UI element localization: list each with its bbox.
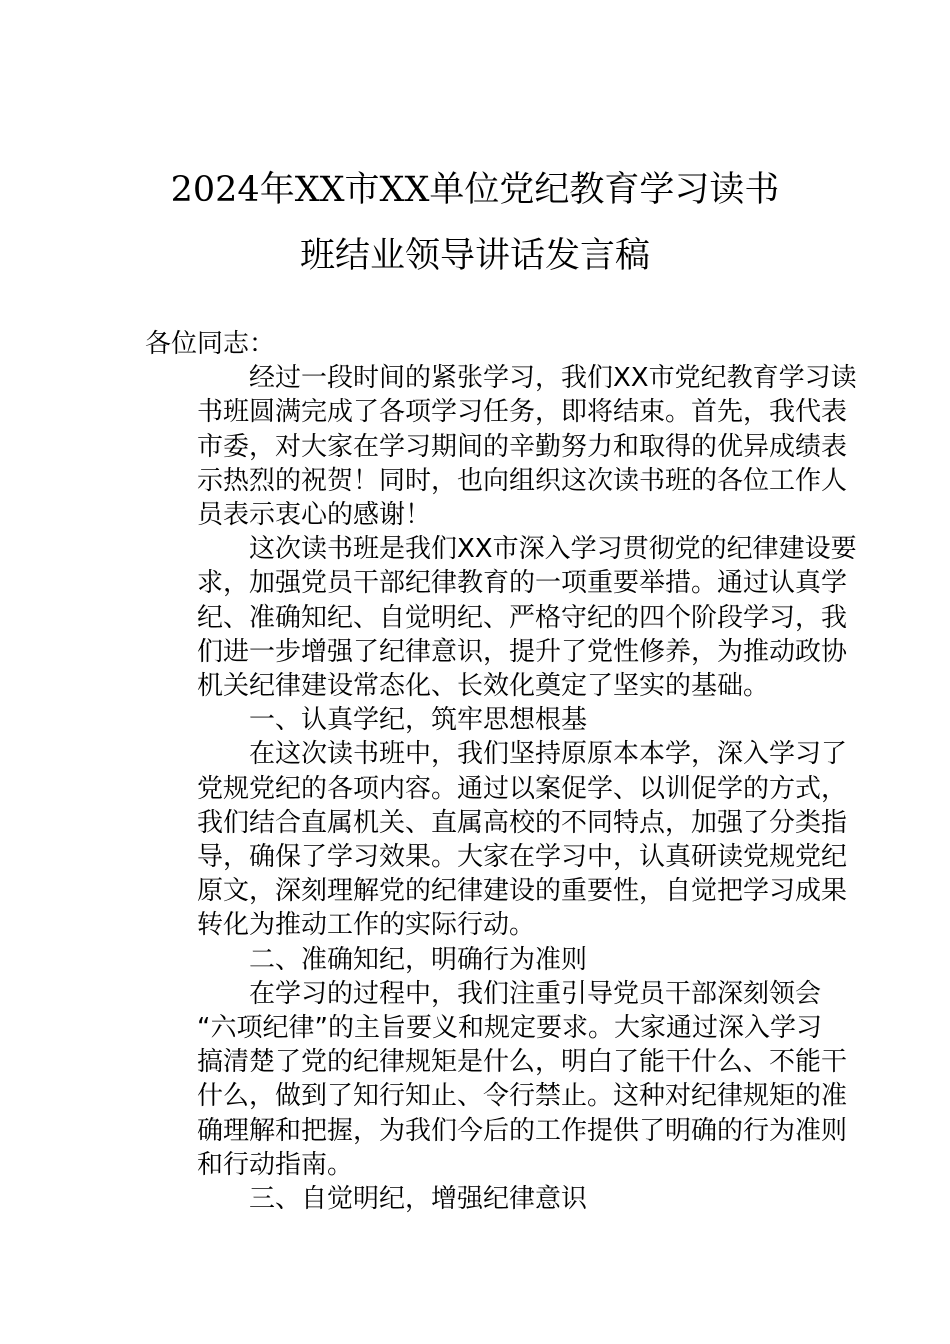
text-line: 书班圆满完成了各项学习任务，即将结束。首先，我代表 <box>197 397 848 428</box>
paragraph-section-2 <box>145 977 848 1182</box>
text-line: 导，确保了学习效果。大家在学习中，认真研读党规党纪 <box>197 842 848 873</box>
document-title-line-1: 2024年XX市XX单位党纪教育学习读书 <box>170 170 780 210</box>
text-line: 搞清楚了党的纪律规矩是什么，明白了能干什么、不能干 <box>197 1047 848 1078</box>
heading-text: 三、自觉明纪，增强纪律意识 <box>249 1184 588 1215</box>
text-line: 转化为推动工作的实际行动。 <box>197 910 536 941</box>
text-line: “六项纪律”的主旨要义和规定要求。大家通过深入学习 <box>197 1013 822 1044</box>
section-heading-3 <box>145 1182 809 1216</box>
text-line: 们进一步增强了纪律意识，提升了党性修养，为推动政协 <box>197 636 848 667</box>
text-line: 在这次读书班中，我们坚持原原本本学，深入学习了 <box>249 739 848 770</box>
heading-text: 二、准确知纪，明确行为准则 <box>249 944 588 975</box>
paragraph-opening <box>145 361 857 532</box>
section-heading-2 <box>145 943 809 977</box>
salutation <box>145 327 809 361</box>
text-line: 经过一段时间的紧张学习，我们XX市党纪教育学习读 <box>249 363 857 394</box>
paragraph-section-1 <box>145 737 848 942</box>
heading-text: 一、认真学纪，筑牢思想根基 <box>249 705 588 736</box>
document-title-line-2: 班结业领导讲话发言稿 <box>299 236 650 276</box>
salutation-text: 各位同志： <box>145 329 276 359</box>
text-line: 党规党纪的各项内容。通过以案促学、以训促学的方式， <box>197 773 848 804</box>
text-line: 示热烈的祝贺！同时，也向组织这次读书班的各位工作人 <box>197 465 848 496</box>
text-line: 在学习的过程中，我们注重引导党员干部深刻领会 <box>249 978 822 1009</box>
paragraph-overview <box>145 532 857 703</box>
text-line: 确理解和把握，为我们今后的工作提供了明确的行为准则 <box>197 1115 848 1146</box>
text-line: 这次读书班是我们XX市深入学习贯彻党的纪律建设要 <box>249 534 857 565</box>
text-line: 原文，深刻理解党的纪律建设的重要性，自觉把学习成果 <box>197 876 848 907</box>
text-line: 求，加强党员干部纪律教育的一项重要举措。通过认真学 <box>197 568 848 599</box>
section-heading-1 <box>145 703 809 737</box>
text-line: 我们结合直属机关、直属高校的不同特点，加强了分类指 <box>197 807 848 838</box>
text-line: 纪、准确知纪、自觉明纪、严格守纪的四个阶段学习，我 <box>197 602 848 633</box>
text-line: 和行动指南。 <box>197 1149 354 1180</box>
document-body <box>145 327 857 1216</box>
text-line: 什么，做到了知行知止、令行禁止。这种对纪律规矩的准 <box>197 1081 848 1112</box>
text-line: 员表示衷心的感谢！ <box>197 500 432 531</box>
text-line: 机关纪律建设常态化、长效化奠定了坚实的基础。 <box>197 671 770 702</box>
text-line: 市委，对大家在学习期间的辛勤努力和取得的优异成绩表 <box>197 431 848 462</box>
